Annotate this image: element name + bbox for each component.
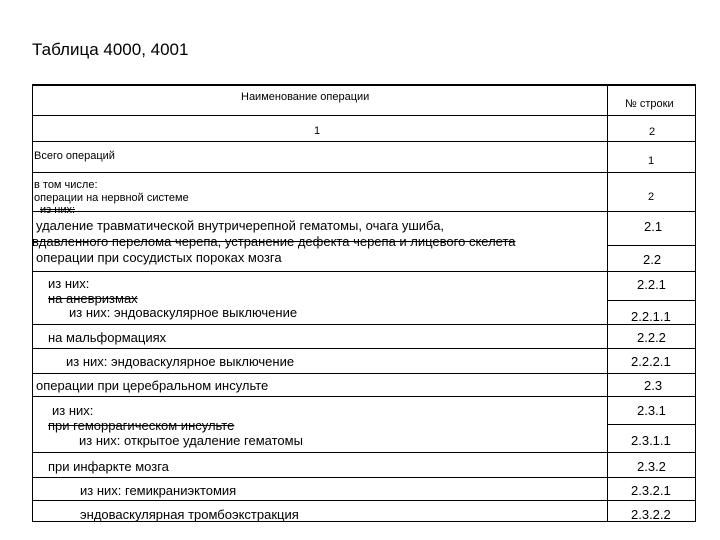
row-label-vascular-malformations: операции при сосудистых пороках мозга: [36, 250, 282, 265]
row-number: 1: [648, 155, 655, 167]
table-border-left: [32, 84, 33, 522]
row-label-nervous-system: операции на нервной системе: [34, 192, 189, 204]
row-label-cerebral-stroke: операции при церебральном инсульте: [36, 378, 269, 393]
row-number: 2.3.1.1: [631, 433, 671, 448]
row-divider: [32, 396, 696, 397]
row-label-of-them: из них:: [48, 276, 90, 291]
row-divider: [32, 271, 696, 272]
row-number: 2.3.2: [637, 459, 666, 474]
row-number: 2.2.1: [637, 277, 666, 292]
row-label-of-them: из них:: [40, 204, 76, 216]
row-label-hematoma-removal: из них: открытое удаление гематомы: [79, 433, 303, 448]
row-divider: [32, 324, 696, 325]
table-border-right: [695, 84, 696, 522]
header-operation-name: Наименование операции: [241, 91, 370, 103]
row-label-including: в том числе:: [34, 179, 98, 191]
row-number: 2: [648, 191, 655, 203]
row-label-total-operations: Всего операций: [34, 150, 115, 162]
row-divider: [32, 172, 696, 173]
row-divider: [32, 141, 696, 142]
row-number: 2.3.1: [637, 403, 666, 418]
row-number: 2.3.2.1: [631, 483, 671, 498]
row-divider: [607, 300, 696, 301]
row-number: 2.2.2: [637, 330, 666, 345]
row-label-aneurysms: на аневризмах: [48, 291, 138, 306]
row-divider: [32, 115, 696, 116]
row-label-trauma-removal-cont: вдавленного перелома черепа, устранение дефекта черепа и лицевого скелета: [32, 234, 516, 249]
row-number: 2.3: [644, 378, 663, 393]
row-number: 2.2.2.1: [631, 354, 671, 369]
header-row-number: № строки: [625, 98, 674, 110]
row-divider: [607, 424, 696, 425]
column-number-1: 1: [314, 125, 321, 137]
row-label-hemicraniectomy: из них: гемикраниэктомия: [80, 483, 237, 498]
row-divider: [607, 245, 696, 246]
table-border-top: [32, 84, 696, 86]
row-label-thrombectomy: эндоваскулярная тромбоэкстракция: [80, 507, 299, 522]
page-title: Таблица 4000, 4001: [32, 40, 189, 59]
row-label-brain-infarction: при инфаркте мозга: [48, 459, 169, 474]
row-label-aneurysm-endovascular: из них: эндоваскулярное выключение: [69, 305, 298, 320]
row-label-hemorrhagic-stroke: при геморрагическом инсульте: [48, 418, 235, 433]
row-number: 2.1: [644, 219, 663, 234]
row-label-malformations: на мальформациях: [48, 330, 167, 345]
row-divider: [32, 452, 696, 453]
row-divider: [32, 373, 696, 374]
row-divider: [32, 500, 696, 501]
column-divider: [607, 84, 608, 522]
row-number: 2.2: [643, 252, 662, 267]
row-divider: [32, 348, 696, 349]
row-number: 2.3.2.2: [631, 507, 671, 522]
row-divider: [32, 211, 696, 212]
row-number: 2.2.1.1: [631, 309, 671, 324]
row-divider: [32, 477, 696, 478]
row-label-of-them: из них:: [52, 403, 94, 418]
row-label-malformation-endovascular: из них: эндоваскулярное выключение: [66, 354, 295, 369]
row-label-trauma-removal: удаление травматической внутричерепной гематомы, очага ушиба,: [36, 218, 445, 233]
column-number-2: 2: [649, 126, 656, 138]
